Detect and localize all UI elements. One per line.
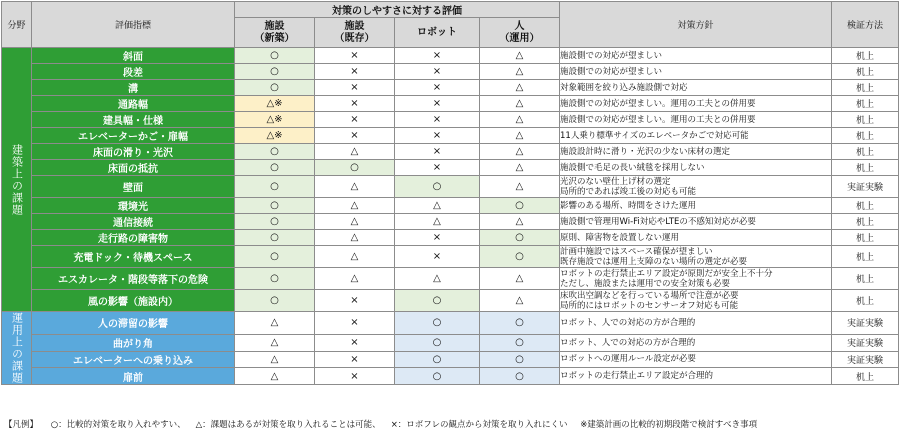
- verification-cell: 机上: [832, 64, 899, 80]
- verification-cell: 机上: [832, 160, 899, 176]
- rating-new: ○: [235, 176, 315, 198]
- indicator-cell: エスカレータ・階段等落下の危険: [32, 268, 235, 290]
- policy-line: ロボットの走行禁止エリア設定が合理的: [560, 371, 714, 382]
- table-header: [2, 2, 899, 48]
- header-facility-new-line1: 施設: [264, 20, 285, 32]
- policy-line: 光沢のない壁仕上げ材の選定: [560, 176, 671, 187]
- rating-new: ○: [235, 290, 315, 312]
- policy-cell: [560, 268, 832, 290]
- policy-cell: [560, 112, 832, 128]
- rating-human: △: [480, 48, 560, 64]
- policy-line: ロボットへの運用ルール設定が必要: [560, 354, 696, 365]
- indicator-cell: 充電ドック・待機スペース: [32, 246, 235, 268]
- indicator-cell: 曲がり角: [32, 334, 235, 351]
- policy-line: ロボット、人での対応の方が合理的: [560, 337, 696, 348]
- indicator-cell: エレベーターへの乗り込み: [32, 351, 235, 368]
- indicator-cell: 環境光: [32, 198, 235, 214]
- rating-robot: ○: [395, 176, 480, 198]
- rating-robot: ×: [395, 112, 480, 128]
- rating-new: △※: [235, 96, 315, 112]
- rating-new: ○: [235, 80, 315, 96]
- indicator-cell: 人の滞留の影響: [32, 312, 235, 335]
- header-facility-existing-line1: 施設: [344, 20, 365, 32]
- rating-human: ○: [480, 246, 560, 268]
- header-verification: 検証方法: [832, 2, 899, 48]
- header-category: 分野: [2, 2, 32, 48]
- legend-cross: ×：ロボフレの観点から対策を取り入れにくい: [390, 420, 568, 430]
- rating-existing: △: [315, 246, 395, 268]
- rating-human: ○: [480, 351, 560, 368]
- indicator-cell: 通信接続: [32, 214, 235, 230]
- legend-circle: ○：比較的対策を取り入れやすい、: [50, 420, 186, 430]
- policy-cell: [560, 198, 832, 214]
- policy-cell: [560, 144, 832, 160]
- header-human: [480, 18, 560, 48]
- rating-existing: ×: [315, 312, 395, 335]
- policy-cell: [560, 128, 832, 144]
- rating-human: ○: [480, 198, 560, 214]
- rating-new: ○: [235, 198, 315, 214]
- table-row: [2, 80, 899, 96]
- indicator-cell: エレベーターかご・扉幅: [32, 128, 235, 144]
- indicator-cell: 扉前: [32, 368, 235, 385]
- rating-existing: ×: [315, 80, 395, 96]
- header-facility-existing: [315, 18, 395, 48]
- rating-robot: △: [395, 214, 480, 230]
- header-evaluation-group: 対策のしやすさに対する評価: [235, 2, 560, 18]
- table-row: [2, 144, 899, 160]
- rating-new: ○: [235, 230, 315, 246]
- legend-note: ※建築計画の比較的初期段階で検討すべき事項: [580, 420, 758, 430]
- rating-human: △: [480, 112, 560, 128]
- table-row: [2, 230, 899, 246]
- rating-robot: ○: [395, 312, 480, 335]
- rating-existing: △: [315, 198, 395, 214]
- policy-line: 床吹出空調などを行っている場所で注意が必要: [560, 290, 739, 301]
- rating-new: △: [235, 368, 315, 385]
- rating-existing: △: [315, 176, 395, 198]
- rating-new: ○: [235, 144, 315, 160]
- policy-line: 施設設計時に滑り・光沢の少ない床材の選定: [560, 146, 731, 157]
- table-row: [2, 214, 899, 230]
- verification-cell: 机上: [832, 80, 899, 96]
- policy-line: 施設側での対応が望ましい。運用の工夫との併用要: [560, 114, 756, 125]
- rating-robot: △: [395, 198, 480, 214]
- rating-new: ○: [235, 268, 315, 290]
- rating-robot: ○: [395, 290, 480, 312]
- policy-line: 既存施設では運用上支障のない場所の選定が必要: [560, 256, 748, 267]
- rating-new: △※: [235, 128, 315, 144]
- policy-cell: [560, 160, 832, 176]
- verification-cell: 机上: [832, 128, 899, 144]
- rating-existing: △: [315, 144, 395, 160]
- policy-cell: [560, 368, 832, 385]
- rating-new: △※: [235, 112, 315, 128]
- header-human-line1: 人: [514, 20, 525, 32]
- table-row: [2, 368, 899, 385]
- category-building: 建築上の課題: [2, 48, 32, 312]
- table-body: [2, 48, 899, 385]
- rating-human: △: [480, 64, 560, 80]
- rating-human: ○: [480, 312, 560, 335]
- rating-existing: ×: [315, 290, 395, 312]
- rating-robot: ×: [395, 128, 480, 144]
- rating-human: △: [480, 268, 560, 290]
- rating-existing: △: [315, 230, 395, 246]
- rating-robot: ×: [395, 144, 480, 160]
- evaluation-table: [1, 1, 899, 385]
- indicator-cell: 走行路の障害物: [32, 230, 235, 246]
- policy-line: ロボット、人での対応の方が合理的: [560, 317, 696, 328]
- rating-robot: ○: [395, 351, 480, 368]
- verification-cell: 机上: [832, 368, 899, 385]
- rating-existing: ×: [315, 128, 395, 144]
- table-row: [2, 160, 899, 176]
- rating-human: △: [480, 80, 560, 96]
- policy-cell: [560, 176, 832, 198]
- verification-cell: 机上: [832, 230, 899, 246]
- policy-line: 局所的であれば竣工後の対応も可能: [560, 186, 697, 197]
- policy-cell: [560, 334, 832, 351]
- indicator-cell: 壁面: [32, 176, 235, 198]
- rating-human: △: [480, 214, 560, 230]
- table-row: [2, 312, 899, 335]
- rating-robot: ×: [395, 64, 480, 80]
- policy-line: ただし、施設または運用での安全対策も必要: [560, 278, 731, 289]
- rating-new: △: [235, 351, 315, 368]
- verification-cell: 実証実験: [832, 334, 899, 351]
- verification-cell: 机上: [832, 144, 899, 160]
- rating-existing: △: [315, 268, 395, 290]
- rating-new: ○: [235, 246, 315, 268]
- verification-cell: 机上: [832, 96, 899, 112]
- policy-cell: [560, 230, 832, 246]
- rating-robot: ○: [395, 368, 480, 385]
- policy-line: 施設側での対応が望ましい: [560, 50, 663, 61]
- rating-robot: ○: [395, 334, 480, 351]
- rating-human: ○: [480, 334, 560, 351]
- legend: [4, 418, 757, 430]
- indicator-cell: 床面の抵抗: [32, 160, 235, 176]
- header-human-line2: （運用）: [499, 32, 540, 44]
- rating-existing: ×: [315, 334, 395, 351]
- rating-robot: ×: [395, 96, 480, 112]
- rating-human: △: [480, 96, 560, 112]
- rating-existing: △: [315, 214, 395, 230]
- policy-line: 影響のある場所、時間をさけた運用: [560, 200, 697, 211]
- verification-cell: 実証実験: [832, 176, 899, 198]
- rating-new: △: [235, 334, 315, 351]
- indicator-cell: 風の影響（施設内）: [32, 290, 235, 312]
- policy-line: ロボットの走行禁止エリア設定が原則だが安全上不十分: [560, 268, 773, 279]
- indicator-cell: 建具幅・仕様: [32, 112, 235, 128]
- verification-cell: 机上: [832, 48, 899, 64]
- table-row: [2, 246, 899, 268]
- policy-cell: [560, 48, 832, 64]
- rating-human: ○: [480, 230, 560, 246]
- rating-human: △: [480, 144, 560, 160]
- policy-cell: [560, 312, 832, 335]
- rating-existing: ×: [315, 96, 395, 112]
- rating-existing: ○: [315, 160, 395, 176]
- verification-cell: 机上: [832, 198, 899, 214]
- policy-cell: [560, 96, 832, 112]
- rating-robot: ×: [395, 246, 480, 268]
- indicator-cell: 溝: [32, 80, 235, 96]
- rating-human: ○: [480, 368, 560, 385]
- policy-cell: [560, 246, 832, 268]
- policy-line: 原則、障害物を設置しない運用: [560, 232, 680, 243]
- table-row: [2, 48, 899, 64]
- header-facility-new-line2: （新築）: [254, 32, 295, 44]
- indicator-cell: 通路幅: [32, 96, 235, 112]
- table-row: [2, 290, 899, 312]
- category-operation: 運用上の課題: [2, 312, 32, 385]
- rating-new: ○: [235, 160, 315, 176]
- verification-cell: 実証実験: [832, 351, 899, 368]
- table-row: [2, 334, 899, 351]
- policy-cell: [560, 80, 832, 96]
- rating-existing: ×: [315, 48, 395, 64]
- indicator-cell: 斜面: [32, 48, 235, 64]
- policy-line: 11人乗り標準サイズのエレベータかごで対応可能: [560, 130, 749, 141]
- rating-existing: ×: [315, 351, 395, 368]
- policy-cell: [560, 290, 832, 312]
- rating-robot: ×: [395, 160, 480, 176]
- rating-new: ○: [235, 48, 315, 64]
- rating-new: ○: [235, 64, 315, 80]
- policy-cell: [560, 351, 832, 368]
- policy-line: 施設側での対応が望ましい。運用の工夫との併用要: [560, 98, 756, 109]
- rating-human: △: [480, 160, 560, 176]
- policy-cell: [560, 214, 832, 230]
- header-indicator: 評価指標: [32, 2, 235, 48]
- rating-existing: ×: [315, 112, 395, 128]
- table-row: [2, 112, 899, 128]
- policy-line: 局所的にはロボットのセンサーオフ対応も可能: [560, 300, 739, 311]
- verification-cell: 机上: [832, 268, 899, 290]
- policy-line: 対象範囲を絞り込み施設側で対応: [560, 82, 688, 93]
- rating-robot: ×: [395, 230, 480, 246]
- rating-robot: ×: [395, 80, 480, 96]
- table-row: [2, 268, 899, 290]
- rating-new: △: [235, 312, 315, 335]
- policy-line: 施設側で毛足の長い絨毯を採用しない: [560, 162, 705, 173]
- table-row: [2, 351, 899, 368]
- header-robot: ロボット: [395, 18, 480, 48]
- indicator-cell: 段差: [32, 64, 235, 80]
- header-facility-existing-line2: （既存）: [334, 32, 375, 44]
- verification-cell: 机上: [832, 214, 899, 230]
- table-row: [2, 176, 899, 198]
- rating-human: △: [480, 290, 560, 312]
- table-row: [2, 128, 899, 144]
- policy-line: 施設側で管理用Wi-Fi対応やLTEの不感知対応が必要: [560, 216, 756, 227]
- legend-triangle: △：課題はあるが対策を取り入れることは可能、: [195, 420, 381, 430]
- policy-line: 施設側での対応が望ましい: [560, 66, 663, 77]
- header-facility-new: [235, 18, 315, 48]
- table-row: [2, 198, 899, 214]
- rating-robot: ×: [395, 48, 480, 64]
- policy-line: 計画中施設ではスペース確保が望ましい: [560, 246, 713, 257]
- rating-existing: ×: [315, 64, 395, 80]
- verification-cell: 机上: [832, 246, 899, 268]
- table-row: [2, 64, 899, 80]
- verification-cell: 机上: [832, 290, 899, 312]
- rating-robot: △: [395, 268, 480, 290]
- header-policy: 対策方針: [560, 2, 832, 48]
- rating-human: △: [480, 176, 560, 198]
- legend-title: 【凡例】: [4, 420, 39, 430]
- table-row: [2, 96, 899, 112]
- indicator-cell: 床面の滑り・光沢: [32, 144, 235, 160]
- policy-cell: [560, 64, 832, 80]
- rating-new: ○: [235, 214, 315, 230]
- verification-cell: 実証実験: [832, 312, 899, 335]
- rating-human: △: [480, 128, 560, 144]
- rating-existing: ×: [315, 368, 395, 385]
- verification-cell: 机上: [832, 112, 899, 128]
